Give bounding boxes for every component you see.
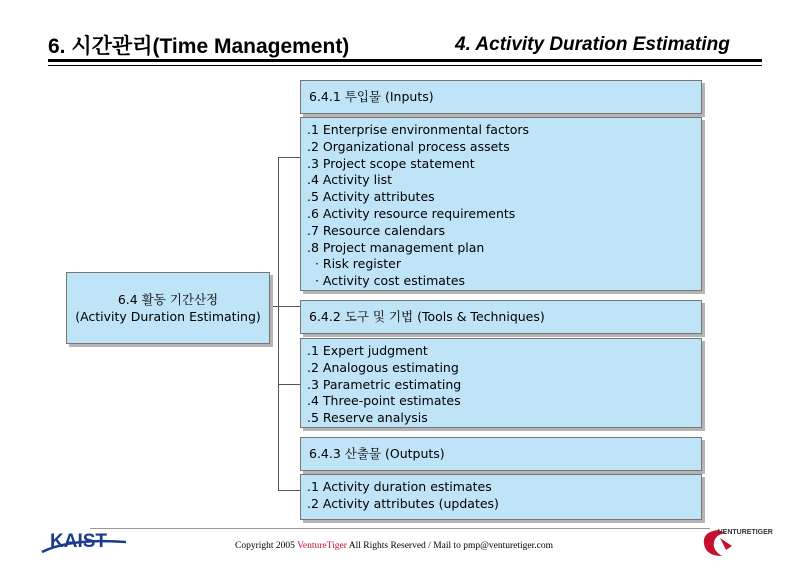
kaist-logo xyxy=(40,528,130,554)
list-item: .7 Resource calendars xyxy=(307,222,446,238)
list-item: · Risk register xyxy=(307,256,401,272)
copyright-text xyxy=(235,541,553,551)
list-item: .1 Expert judgment xyxy=(307,343,428,358)
list-item: .4 Three-point estimates xyxy=(307,393,461,409)
footer-rule xyxy=(90,528,710,529)
tools-list-box xyxy=(300,338,702,428)
list-item: .5 Reserve analysis xyxy=(307,410,428,426)
svg-text:KAIST: KAIST xyxy=(50,531,107,552)
main-process-label-ko: 6.4 활동 기간산정 xyxy=(117,292,219,307)
outputs-header-box xyxy=(300,437,702,471)
inputs-header-box xyxy=(300,80,702,114)
main-process-label-en: (Activity Duration Estimating) xyxy=(75,309,261,324)
list-item: .3 Parametric estimating xyxy=(307,376,462,392)
list-item: .5 Activity attributes xyxy=(307,189,435,205)
outputs-header: 6.4.3 산출물 (Outputs) xyxy=(309,445,445,461)
connector-outputs xyxy=(278,490,300,491)
tools-header-box xyxy=(300,300,702,334)
tools-header: 6.4.2 도구 및 기법 (Tools & Techniques) xyxy=(309,308,545,324)
inputs-header: 6.4.1 투입물 (Inputs) xyxy=(309,88,434,104)
page-title: 6. 시간관리(Time Management) xyxy=(48,35,350,58)
list-item: · Activity cost estimates xyxy=(307,273,466,289)
list-item: .1 Activity duration estimates xyxy=(307,479,492,494)
header-rule xyxy=(48,59,762,62)
copyright-suffix: All Rights Reserved / Mail to pmp@venturetiger.com xyxy=(346,541,554,551)
list-item: .3 Project scope statement xyxy=(307,155,475,171)
main-process-box xyxy=(66,272,270,344)
list-item: .2 Activity attributes (updates) xyxy=(307,495,499,511)
svg-text:VENTURETIGER: VENTURETIGER xyxy=(718,529,773,536)
connector-vertical xyxy=(278,157,279,490)
connector-main xyxy=(270,306,300,307)
outputs-list-box xyxy=(300,474,702,520)
list-item: .8 Project management plan xyxy=(307,239,485,255)
copyright-prefix: Copyright 2005 xyxy=(235,541,298,551)
list-item: .1 Enterprise environmental factors xyxy=(307,122,530,137)
section-title: 4. Activity Duration Estimating xyxy=(455,34,730,55)
list-item: .4 Activity list xyxy=(307,172,392,188)
connector-inputs xyxy=(278,157,300,158)
list-item: .6 Activity resource requirements xyxy=(307,205,516,221)
list-item: .2 Analogous estimating xyxy=(307,359,459,375)
venturetiger-logo xyxy=(688,520,778,560)
inputs-list-box xyxy=(300,117,702,291)
connector-tools xyxy=(278,384,300,385)
header-rule-thin xyxy=(48,65,762,66)
copyright-brand: VentureTiger xyxy=(297,541,347,551)
list-item: .2 Organizational process assets xyxy=(307,138,510,154)
